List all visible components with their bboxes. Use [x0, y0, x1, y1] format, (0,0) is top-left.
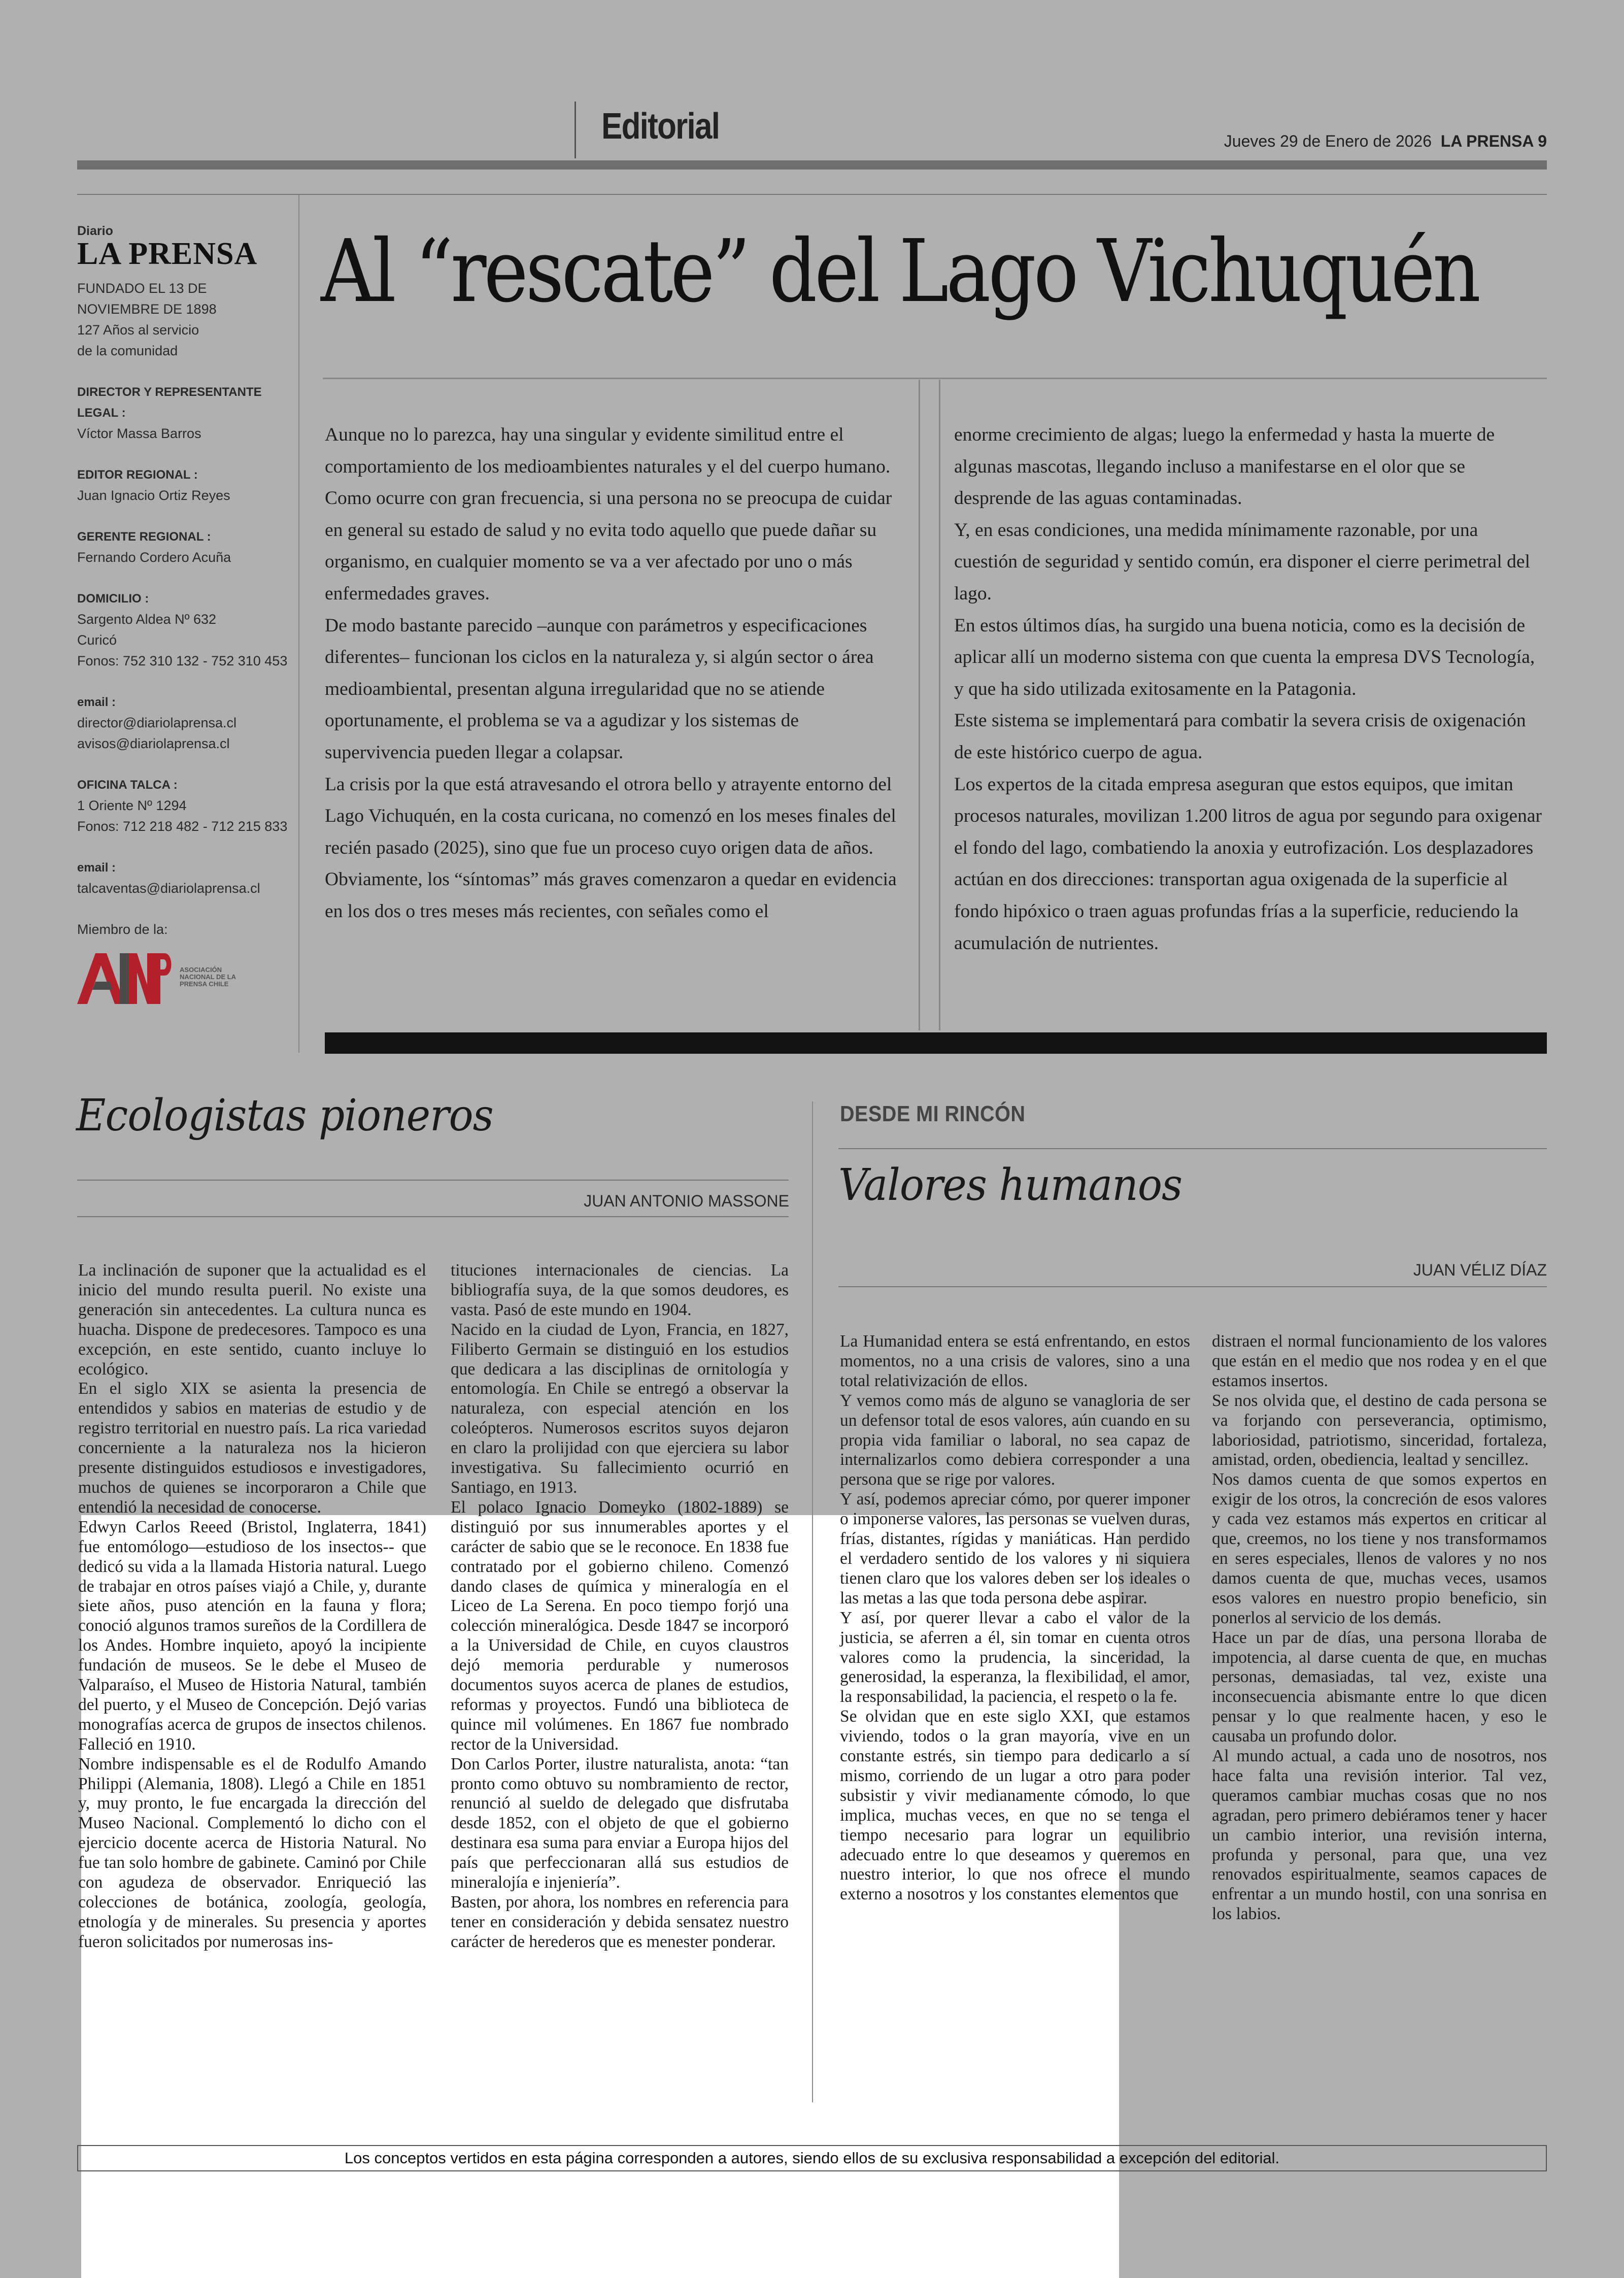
domicilio-label: DOMICILIO : — [77, 592, 149, 606]
paragraph: Basten, por ahora, los nombres en referencia para tener en consideración y debida sensatez nuestro carácter de herederos que es menester ponderar. — [451, 1893, 789, 1951]
director-label: DIRECTOR Y REPRESENTANTE LEGAL : — [77, 385, 262, 420]
founded-line: NOVIEMBRE DE 1898 — [77, 302, 217, 317]
editorial-bottom-bar — [325, 1032, 1547, 1054]
talca-line: 1 Oriente Nº 1294 — [77, 798, 187, 813]
gerente-info — [77, 526, 290, 568]
paragraph: En el siglo XIX se asienta la presencia de entendidos y sabios en materias de estudio y de registro territorial en nuestro país. La rica variedad concerniente a la naturaleza nos la hicieron presente distinguidos estudiosos e investigadores, muchos de quienes se incorporaron a Chile que entendió la necesidad de conocerse. — [78, 1379, 426, 1517]
column-kicker: DESDE MI RINCÓN — [840, 1101, 1026, 1126]
header-rule — [77, 194, 1547, 195]
anp-logo-text: ASOCIACIÓN NACIONAL DE LA PRENSA CHILE — [180, 966, 236, 988]
header-divider — [574, 102, 576, 158]
footer-disclaimer: Los conceptos vertidos en esta página corresponden a autores, siendo ellos de su exclusiva responsabilidad a excepción del editorial. — [77, 2145, 1547, 2171]
paragraph: Nos damos cuenta de que somos expertos en exigir de los otros, la concreción de esos valores y cada vez estamos más expertos en criticar al que, creemos, no los tiene y nos transformamos en seres especiales, llenos de valores y no nos damos cuenta de que, muchas veces, usamos esos valores en nuestro propio beneficio, sin ponerlos al servicio de los demás. — [1212, 1470, 1547, 1627]
masthead-sidebar — [77, 223, 290, 1005]
sidebar-divider — [298, 195, 299, 1053]
article-title: Ecologistas pioneros — [76, 1090, 493, 1141]
talca-info — [77, 775, 290, 837]
article-byline: JUAN VÉLIZ DÍAZ — [1413, 1261, 1547, 1279]
publication-date: Jueves 29 de Enero de 2026 — [1224, 132, 1432, 150]
gerente-name: Fernando Cordero Acuña — [77, 550, 231, 565]
founded-line: 127 Años al servicio — [77, 322, 199, 338]
paragraph: En estos últimos días, ha surgido una buena noticia, como es la decisión de aplicar allí un moderno sistema con que cuenta la empresa DVS Tecnología, y que ha sido utilizada exitosamente en la Patagonia. — [954, 615, 1535, 699]
paragraph: Aunque no lo parezca, hay una singular y evidente similitud entre el comportamiento de los medioambientes naturales y el del cuerpo humano. — [325, 424, 891, 477]
anp-logo — [77, 949, 290, 1005]
article1-column-2 — [451, 1261, 789, 1952]
column-divider — [939, 380, 940, 1030]
director-info — [77, 382, 290, 444]
section-title: Editorial — [601, 106, 720, 147]
paragraph: Nacido en la ciudad de Lyon, Francia, en 1827, Filiberto Germain se distinguió en los estudios que dedicara a las disciplinas de ornitología y entomología. En Chile se entregó a observar la naturaleza, con especial atención en los coleópteros. Numerosos escritos suyos dejaron en claro la prolijidad con que ejerciera su labor investigativa. Su fallecimiento ocurrió en Santiago, en 1913. — [451, 1320, 789, 1497]
headline-rule — [323, 378, 1547, 379]
page-number: LA PRENSA 9 — [1440, 132, 1547, 150]
email-info — [77, 692, 290, 754]
editorial-headline: Al “rescate” del Lago Vichuquén — [321, 221, 1478, 322]
article1-column-1 — [78, 1261, 426, 1952]
editor-name: Juan Ignacio Ortiz Reyes — [77, 488, 230, 503]
article2-column-1 — [840, 1332, 1190, 1904]
column-divider — [919, 380, 920, 1030]
paragraph: Este sistema se implementará para combatir la severa crisis de oxigenación de este histórico cuerpo de agua. — [954, 710, 1526, 763]
article-byline-rule — [77, 1216, 789, 1217]
domicilio-line: Curicó — [77, 632, 117, 648]
paragraph: Nombre indispensable es el de Rodulfo Amando Philippi (Alemania, 1808). Llegó a Chile en 1851 y, muy pronto, le fue encargada la dirección del Museo Nacional. Complementó lo dicho con el ejercicio docente acerca de Historia Natural. No fue tan solo hombre de gabinete. Caminó por Chile con agudeza de observador. Enriqueció las colecciones de botánica, zoología, geología, etnología y de minerales. Su presencia y aportes fueron solicitados por numerosas ins- — [78, 1754, 426, 1951]
header-bar — [77, 160, 1547, 170]
paragraph: Como ocurre con gran frecuencia, si una persona no se preocupa de cuidar en general su estado de salud y no evita todo aquello que puede dañar su organismo, en cualquier momento se va a ver afectado por uno o más enfermedades graves. — [325, 488, 892, 604]
gerente-label: GERENTE REGIONAL : — [77, 530, 211, 544]
paragraph: La inclinación de suponer que la actualidad es el inicio del mundo resulta pueril. No existe una generación sin antecedentes. La cultura nunca es huacha. Dispone de predecesores. Tampoco es una excepción, en este sentido, cuanto incluye lo ecológico. — [78, 1261, 426, 1379]
article-title: Valores humanos — [838, 1160, 1182, 1211]
paragraph: Don Carlos Porter, ilustre naturalista, anota: “tan pronto como obtuvo su nombramiento de rector, renunció al sueldo de delegado que disfrutaba desde 1852, con el objeto de que el gobierno destinara esa suma para enviar a Europa hijos del país que perfeccionaran allá sus estudios de mineralojía e injeniería”. — [451, 1754, 789, 1892]
paragraph: Y así, podemos apreciar cómo, por querer imponer o imponerse valores, las personas se vuelven duras, frías, distantes, rígidas y maniáticas. Han perdido el verdadero sentido de los valores y ni siquiera tienen claro que los valores deben ser los ideales o las metas a las que toda persona debe aspirar. — [840, 1490, 1190, 1607]
paragraph: enorme crecimiento de algas; luego la enfermedad y hasta la muerte de algunas mascotas, llegando incluso a manifestarse en el olor que se desprende de las aguas contaminadas. — [954, 424, 1495, 509]
member-label: Miembro de la: — [77, 922, 168, 937]
email-link[interactable]: director@diariolaprensa.cl — [77, 715, 237, 730]
email-label: email : — [77, 695, 116, 709]
editor-label: EDITOR REGIONAL : — [77, 468, 198, 482]
header-date-line — [1224, 132, 1547, 151]
talca-line: Fonos: 712 218 482 - 712 215 833 — [77, 819, 288, 834]
paragraph: Se olvidan que en este siglo XXI, que estamos viviendo, todos o la gran mayoría, vive en un constante estrés, sin tiempo para dedicarlo a sí mismo, corriendo de un lugar a otro para poder subsistir y vivir medianamente cómodo, lo que implica, muchas veces, en que no se tenga el tiempo necesario para lograr un equilibrio adecuado entre lo que deseamos y queremos en nuestro interior, lo que nos ofrece el mundo externo a nosotros y los constantes elementos que — [840, 1707, 1190, 1904]
domicilio-info — [77, 588, 290, 672]
email2-label: email : — [77, 861, 116, 875]
email-link[interactable]: avisos@diariolaprensa.cl — [77, 736, 230, 751]
founded-line: de la comunidad — [77, 343, 178, 358]
paragraph: El polaco Ignacio Domeyko (1802-1889) se distinguió por sus innumerables aportes y el carácter de sabio que se le reconoce. En 1838 fue contratado por el gobierno chileno. Comenzó dando clases de química y mineralogía en el Liceo de La Serena. En poco tiempo forjó una colección mineralógica. Desde 1847 se incorporó a la Universidad de Chile, en cuyos claustros dejó memoria perdurable y numerosos documentos suyos acerca de planes de estudios, reformas y proyectos. Fundó una biblioteca de quince mil volúmenes. En 1867 fue nombrado rector de la Universidad. — [451, 1497, 789, 1754]
paragraph: La crisis por la que está atravesando el otrora bello y atrayente entorno del Lago Vichuquén, en la costa curicana, no comenzó en los meses finales del recién pasado (2025), sino que fue un proceso cuyo origen data de años. — [325, 774, 896, 858]
paragraph: Los expertos de la citada empresa aseguran que estos equipos, que imitan procesos naturales, movilizan 1.200 litros de agua por segundo para oxigenar el fondo del lago, combatiendo la anoxia y eutrofización. Los desplazadores actúan en dos direcciones: transportan agua oxigenada de la superficie al fondo hipóxico o traen aguas profundas frías a la superficie, reduciendo la acumulación de nutrientes. — [954, 774, 1542, 954]
paragraph: Hace un par de días, una persona lloraba de impotencia, al darse cuenta de que, en muchas personas, demasiadas, tal vez, existe una inconsecuencia abismante entre lo que dicen pensar y lo que realmente hacen, y eso le causaba un profundo dolor. — [1212, 1628, 1547, 1746]
email2-info — [77, 857, 290, 899]
editor-info — [77, 464, 290, 506]
anp-logo-icon — [77, 949, 174, 1005]
talca-label: OFICINA TALCA : — [77, 778, 178, 792]
founded-line: FUNDADO EL 13 DE — [77, 281, 207, 296]
paragraph: distraen el normal funcionamiento de los valores que están en el medio que nos rodea y en el que estamos insertos. — [1212, 1332, 1547, 1390]
paragraph: Edwyn Carlos Reeed (Bristol, Inglaterra, 1841) fue entomólogo—estudioso de los insectos-- que dedicó su vida a la llamada Historia natural. Luego de trabajar en otros países viajó a Chile, y, durante siete años, puso atención en la fauna y flora; conoció algunos tramos sureños de la Cordillera de los Andes. Hombre inquieto, apoyó la incipiente fundación de museos. Se le debe el Museo de Valparaíso, el Museo de Historia Natural, también del puerto, y el Museo de Concepción. Dejó varias monografías acerca de grupos de insectos chilenos. Falleció en 1910. — [78, 1517, 426, 1754]
masthead-diario: Diario — [77, 224, 113, 238]
domicilio-line: Fonos: 752 310 132 - 752 310 453 — [77, 653, 288, 668]
masthead-name: LA PRENSA — [77, 237, 258, 271]
paragraph: Al mundo actual, a cada uno de nosotros, nos hace falta una revisión interior. Tal vez, queramos cambiar muchas cosas que no nos agradan, pero primero debiéramos tener y hacer un cambio interior, una revisión interna, profunda y personal, para que, una vez renovados espiritualmente, seamos capaces de enfrentar a un mundo hostil, con una sonrisa en los labios. — [1212, 1747, 1547, 1924]
paragraph: De modo bastante parecido –aunque con parámetros y especificaciones diferentes– funcionan los ciclos en la naturaleza y, si algún sector o área medioambiental, presentan alguna irregularidad que no se atiende oportunamente, el problema se va a agudizar y los sistemas de supervivencia pueden llegar a colapsar. — [325, 615, 874, 763]
paragraph: Y así, por querer llevar a cabo el valor de la justicia, se aferren a él, sin tomar en cuenta otros valores como la prudencia, la sinceridad, la generosidad, la esperanza, la flexibilidad, el amor, la responsabilidad, la paciencia, el respeto o la fe. — [840, 1608, 1190, 1706]
paragraph: La Humanidad entera se está enfrentando, en estos momentos, no a una crisis de valores, sino a una total relativización de ellos. — [840, 1332, 1190, 1390]
founded-info — [77, 278, 290, 361]
article-title-rule — [77, 1180, 789, 1181]
article2-column-2 — [1212, 1332, 1547, 1924]
article-byline: JUAN ANTONIO MASSONE — [584, 1192, 789, 1210]
paragraph: Y, en esas condiciones, una medida mínimamente razonable, por una cuestión de seguridad y sentido común, era disponer el cierre perimetral del lago. — [954, 519, 1530, 604]
email-link[interactable]: talcaventas@diariolaprensa.cl — [77, 881, 260, 896]
paragraph: Y vemos como más de alguno se vanagloria de ser un defensor total de esos valores, aún cuando en su propia vida familiar o laboral, no sea capaz de internalizarlos como debiera corresponder a una persona que se rige por valores. — [840, 1391, 1190, 1489]
kicker-rule — [838, 1148, 1547, 1149]
paragraph: Se nos olvida que, el destino de cada persona se va forjando con perseverancia, optimismo, laboriosidad, patriotismo, sinceridad, fortaleza, amistad, orden, obediencia, lealtad y sencillez. — [1212, 1391, 1547, 1469]
domicilio-line: Sargento Aldea Nº 632 — [77, 612, 217, 627]
editorial-column-1 — [325, 419, 907, 928]
editorial-column-2 — [954, 419, 1545, 959]
paragraph: tituciones internacionales de ciencias. La bibliografía suya, de la que somos deudores, es vasta. Pasó de este mundo en 1904. — [451, 1261, 789, 1319]
director-name: Víctor Massa Barros — [77, 426, 201, 441]
article-byline-rule — [838, 1286, 1547, 1287]
articles-divider — [812, 1101, 813, 2102]
paragraph: Obviamente, los “síntomas” más graves comenzaron a quedar en evidencia en los dos o tres meses más recientes, con señales como el — [325, 869, 897, 922]
